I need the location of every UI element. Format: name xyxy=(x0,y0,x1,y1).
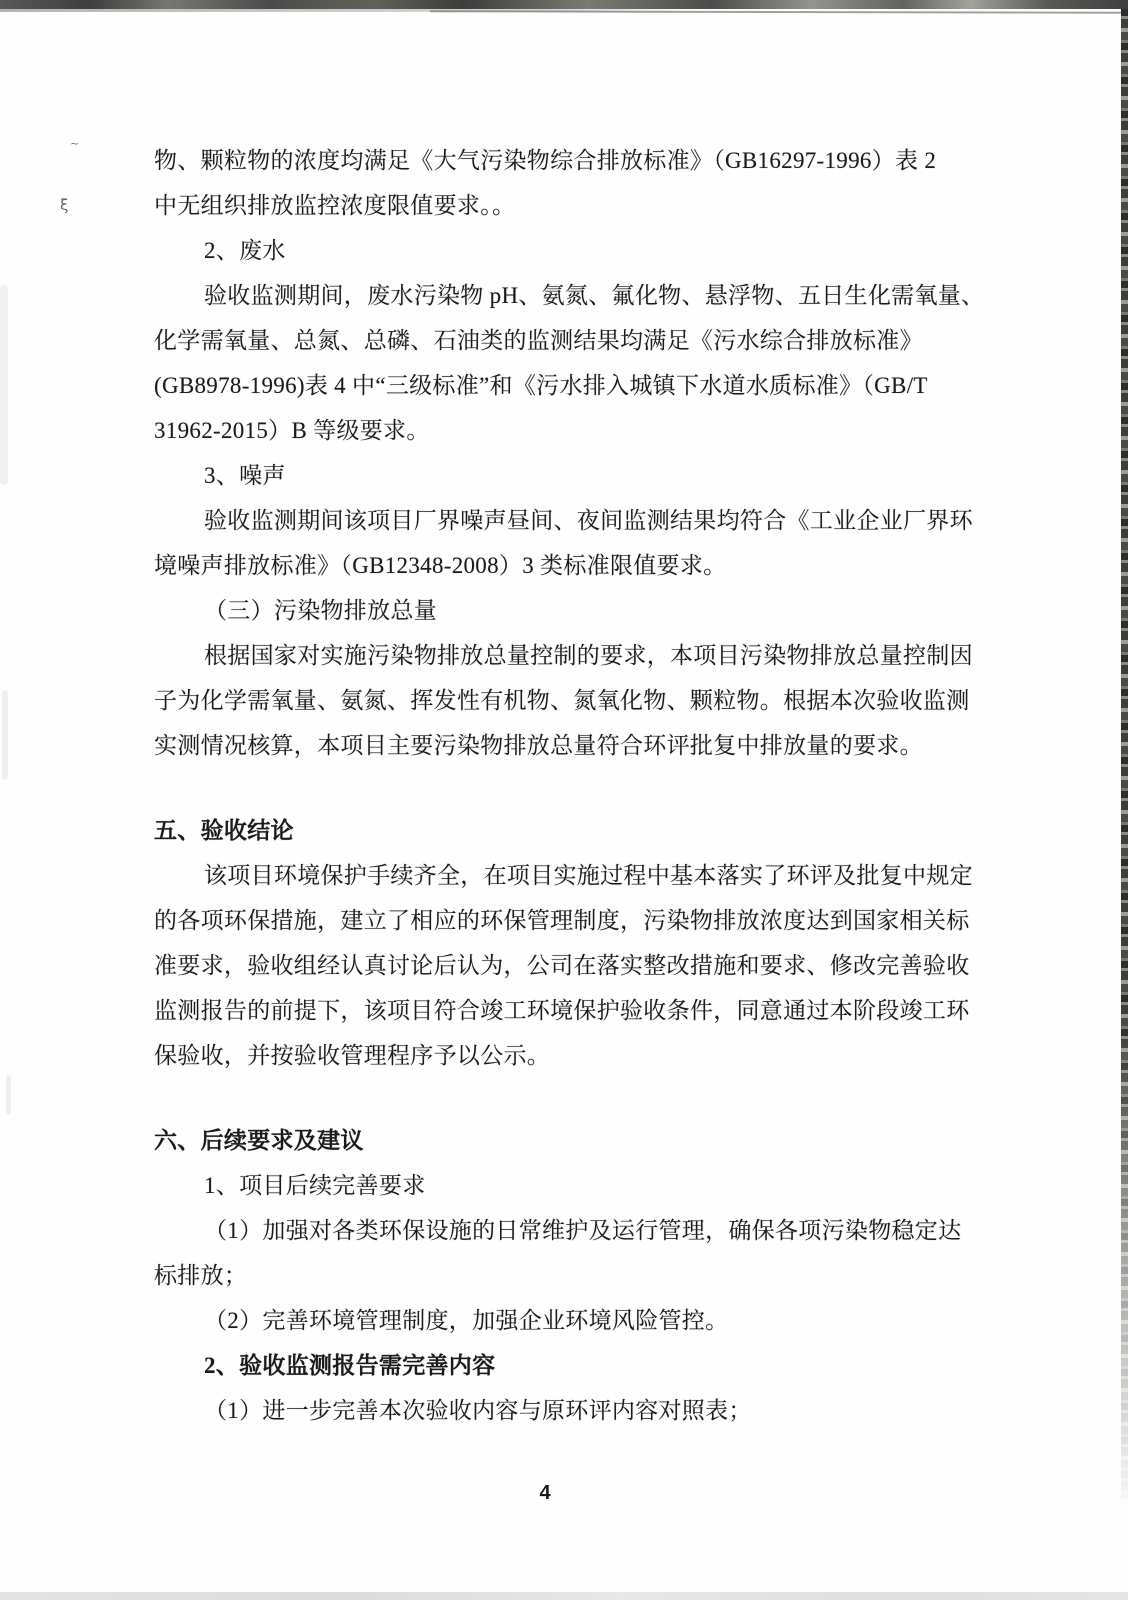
text-line: 2、验收监测报告需完善内容 xyxy=(204,1353,496,1378)
text-line: 六、后续要求及建议 xyxy=(154,1128,364,1153)
text-line: (GB8978-1996)表 4 中“三级标准”和《污水排入城镇下水道水质标准》（GB/T xyxy=(154,373,928,398)
text-line: 标排放； xyxy=(154,1263,248,1288)
page-number: 4 xyxy=(539,1482,551,1504)
scan-top-edge-artifact xyxy=(0,0,1128,9)
text-line: 监测报告的前提下，该项目符合竣工环境保护验收条件，同意通过本阶段竣工环 xyxy=(154,998,970,1023)
text-line: 1、项目后续完善要求 xyxy=(204,1173,426,1198)
text-line: 保验收，并按验收管理程序予以公示。 xyxy=(154,1043,551,1068)
scan-right-edge-fade xyxy=(1121,9,1128,1499)
text-line: 3、噪声 xyxy=(204,463,286,488)
document-text-column xyxy=(154,138,985,1433)
text-line: 境噪声排放标准》（GB12348-2008）3 类标准限值要求。 xyxy=(154,553,727,578)
text-line: 31962-2015）B 等级要求。 xyxy=(154,418,430,443)
text-line: （1）加强对各类环保设施的日常维护及运行管理，确保各项污染物稳定达 xyxy=(204,1218,962,1243)
text-line: 物、颗粒物的浓度均满足《大气污染物综合排放标准》（GB16297-1996）表 2 xyxy=(154,148,937,173)
text-line: （1）进一步完善本次验收内容与原环评内容对照表； xyxy=(204,1398,752,1423)
text-line: 验收监测期间，废水污染物 pH、氨氮、氟化物、悬浮物、五日生化需氧量、 xyxy=(204,283,985,308)
text-line: 2、废水 xyxy=(204,238,286,263)
text-line: 准要求，验收组经认真讨论后认为，公司在落实整改措施和要求、修改完善验收 xyxy=(154,953,970,978)
scan-smudge xyxy=(0,285,8,485)
text-line: 五、验收结论 xyxy=(154,818,294,843)
text-line: 根据国家对实施污染物排放总量控制的要求，本项目污染物排放总量控制因 xyxy=(204,643,973,668)
scan-speck-margin: ξ xyxy=(60,196,69,214)
scan-top-hairline xyxy=(430,10,1128,13)
text-line: 实测情况核算，本项目主要污染物排放总量符合环评批复中排放量的要求。 xyxy=(154,733,923,758)
text-line: 中无组织排放监控浓度限值要求。。 xyxy=(154,193,516,218)
text-line: （2）完善环境管理制度，加强企业环境风险管控。 xyxy=(204,1308,729,1333)
scan-bottom-edge-artifact xyxy=(0,1592,1128,1600)
text-line: （三）污染物排放总量 xyxy=(204,598,437,623)
text-line: 验收监测期间该项目厂界噪声昼间、夜间监测结果均符合《工业企业厂界环 xyxy=(204,508,973,533)
scan-speck-top: ~ xyxy=(70,137,80,150)
text-line: 子为化学需氧量、氨氮、挥发性有机物、氮氧化物、颗粒物。根据本次验收监测 xyxy=(154,688,970,713)
text-line: 化学需氧量、总氮、总磷、石油类的监测结果均满足《污水综合排放标准》 xyxy=(154,328,923,353)
text-line: 的各项环保措施，建立了相应的环保管理制度，污染物排放浓度达到国家相关标 xyxy=(154,908,970,933)
text-line: 该项目环境保护手续齐全，在项目实施过程中基本落实了环评及批复中规定 xyxy=(204,863,973,888)
scan-smudge xyxy=(6,1075,11,1115)
scan-right-edge-artifact xyxy=(1121,9,1128,1499)
scan-smudge xyxy=(2,690,8,780)
